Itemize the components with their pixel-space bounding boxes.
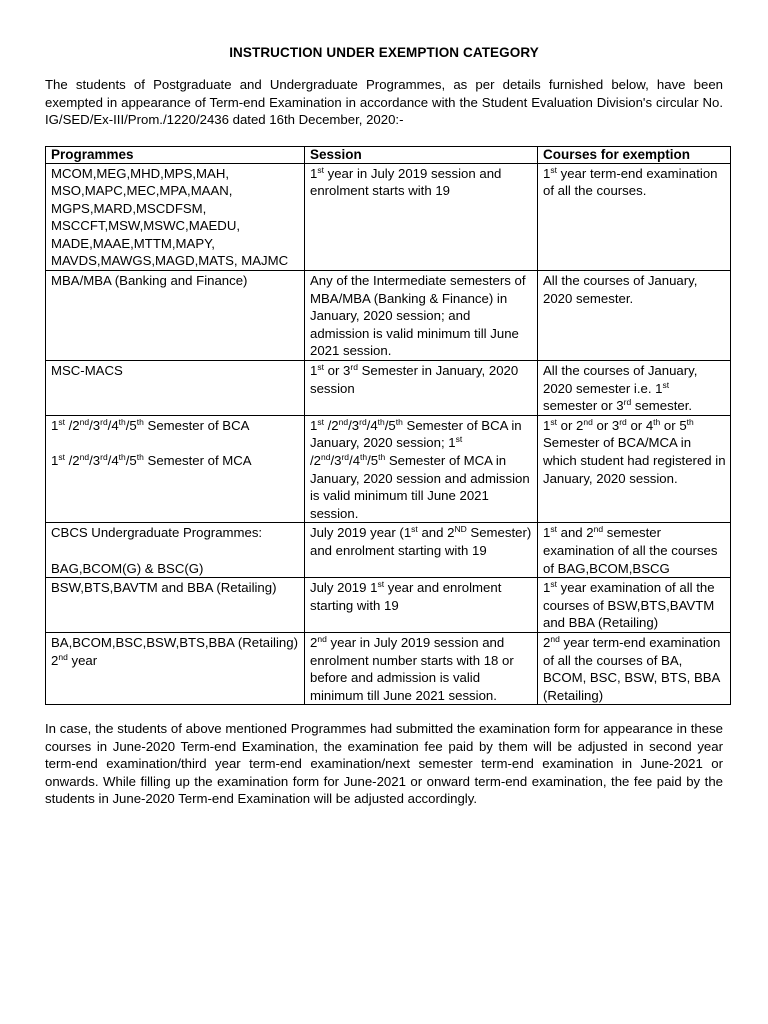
table-row (46, 163, 731, 271)
header-session: Session (305, 146, 538, 163)
programmes-bca-text: 1st /2nd/3rd/4th/5th Semester of BCA (51, 416, 250, 433)
cell-programmes (46, 523, 305, 578)
cell-programmes (46, 163, 305, 271)
table-row (46, 271, 731, 361)
programmes-text: BSW,BTS,BAVTM and BBA (Retailing) (51, 580, 277, 596)
cell-programmes (46, 361, 305, 416)
outro-paragraph: In case, the students of above mentioned Programmes had submitted the examination form for appearance in these courses in June-2020 Term-end Examination, the examination fee paid by them will be adjusted in second year term-end examination/third year term-end examination/next semester term-end examination in June-2021 or onwards. While filling up the examination form for June-2021 or onward term-end examination, the fee paid by the students in June-2020 Term-end Examination will be adjusted accordingly. (45, 721, 723, 807)
header-courses: Courses for exemption (538, 146, 731, 163)
table-row (46, 415, 731, 523)
session-text: 1st year in July 2019 session and enrolment starts with 19 (310, 164, 502, 199)
programmes-text: BA,BCOM,BSC,BSW,BTS,BBA (Retailing) 2nd year (51, 634, 298, 668)
cell-courses (538, 415, 731, 523)
cell-courses (538, 632, 731, 704)
courses-text: 1st or 2nd or 3rd or 4th or 5th Semester of BCA/MCA in which student had registered in January, 2020 session. (543, 416, 726, 486)
table-header-row (46, 146, 731, 163)
cell-session (305, 415, 538, 523)
cell-courses (538, 361, 731, 416)
header-programmes: Programmes (46, 146, 305, 163)
cell-courses (538, 163, 731, 271)
intro-paragraph: The students of Postgraduate and Undergraduate Programmes, as per details furnished below, have been exempted in appearance of Term-end Examination in accordance with the Student Evaluation Division's circular No. IG/SED/Ex-III/Prom./1220/2436 dated 16th December, 2020:- (45, 77, 723, 127)
cell-programmes (46, 578, 305, 633)
courses-text: 1st year term-end examination of all the courses. (543, 164, 718, 199)
table-row (46, 523, 731, 578)
exemption-table (45, 146, 731, 706)
cell-courses (538, 578, 731, 633)
session-text: 1st or 3rd Semester in January, 2020 session (310, 362, 519, 396)
cell-courses (538, 271, 731, 361)
table-row (46, 361, 731, 416)
courses-text: 2nd year term-end examination of all the courses of BA, BCOM, BSC, BSW, BTS, BBA (Retailing) (543, 633, 721, 703)
document-title: INSTRUCTION UNDER EXEMPTION CATEGORY (229, 45, 539, 60)
programmes-mca-text: 1st /2nd/3rd/4th/5th Semester of MCA (51, 452, 252, 468)
cell-session (305, 523, 538, 578)
session-text: July 2019 year (1st and 2ND Semester) and enrolment starting with 19 (310, 524, 532, 558)
cell-programmes (46, 632, 305, 704)
cell-session (305, 632, 538, 704)
courses-text: All the courses of January, 2020 semester i.e. 1st semester or 3rd semester. (543, 363, 698, 414)
session-text: 2nd year in July 2019 session and enrolment number starts with 18 or before and admission is valid minimum till June 2021 session. (310, 633, 514, 703)
programmes-text: MBA/MBA (Banking and Finance) (51, 273, 248, 289)
courses-text: 1st year examination of all the courses of BSW,BTS,BAVTM and BBA (Retailing) (543, 579, 715, 631)
courses-text: 1st and 2nd semester examination of all the courses of BAG,BCOM,BSCG (543, 524, 718, 576)
session-text: Any of the Intermediate semesters of MBA/MBA (Banking & Finance) in January, 2020 session; and admission is valid minimum till June 2021 session. (310, 273, 526, 359)
table-row (46, 578, 731, 633)
session-text: July 2019 1st year and enrolment starting with 19 (310, 579, 502, 613)
cell-session (305, 578, 538, 633)
cell-programmes (46, 271, 305, 361)
session-text: 1st /2nd/3rd/4th/5th Semester of BCA in January, 2020 session; 1st /2nd/3rd/4th/5th Semester of MCA in January, 2020 session and admission is valid minimum till June 2021 session. (310, 416, 530, 521)
courses-text: All the courses of January, 2020 semester. (543, 273, 698, 306)
cell-session (305, 361, 538, 416)
programmes-text: MCOM,MEG,MHD,MPS,MAH, MSO,MAPC,MEC,MPA,MAAN, MGPS,MARD,MSCDFSM, MSCCFT,MSW,MSWC,MAEDU, MADE,MAAE,MTTM,MAPY, MAVDS,MAWGS,MAGD,MATS, MAJMC (51, 165, 289, 269)
cell-session (305, 163, 538, 271)
cell-programmes (46, 415, 305, 523)
cell-courses (538, 523, 731, 578)
cell-session (305, 271, 538, 361)
programmes-cbcs-list: BAG,BCOM(G) & BSC(G) (51, 560, 204, 576)
programmes-cbcs-text: CBCS Undergraduate Programmes: (51, 525, 263, 541)
table-row (46, 632, 731, 704)
programmes-text: MSC-MACS (51, 363, 123, 379)
